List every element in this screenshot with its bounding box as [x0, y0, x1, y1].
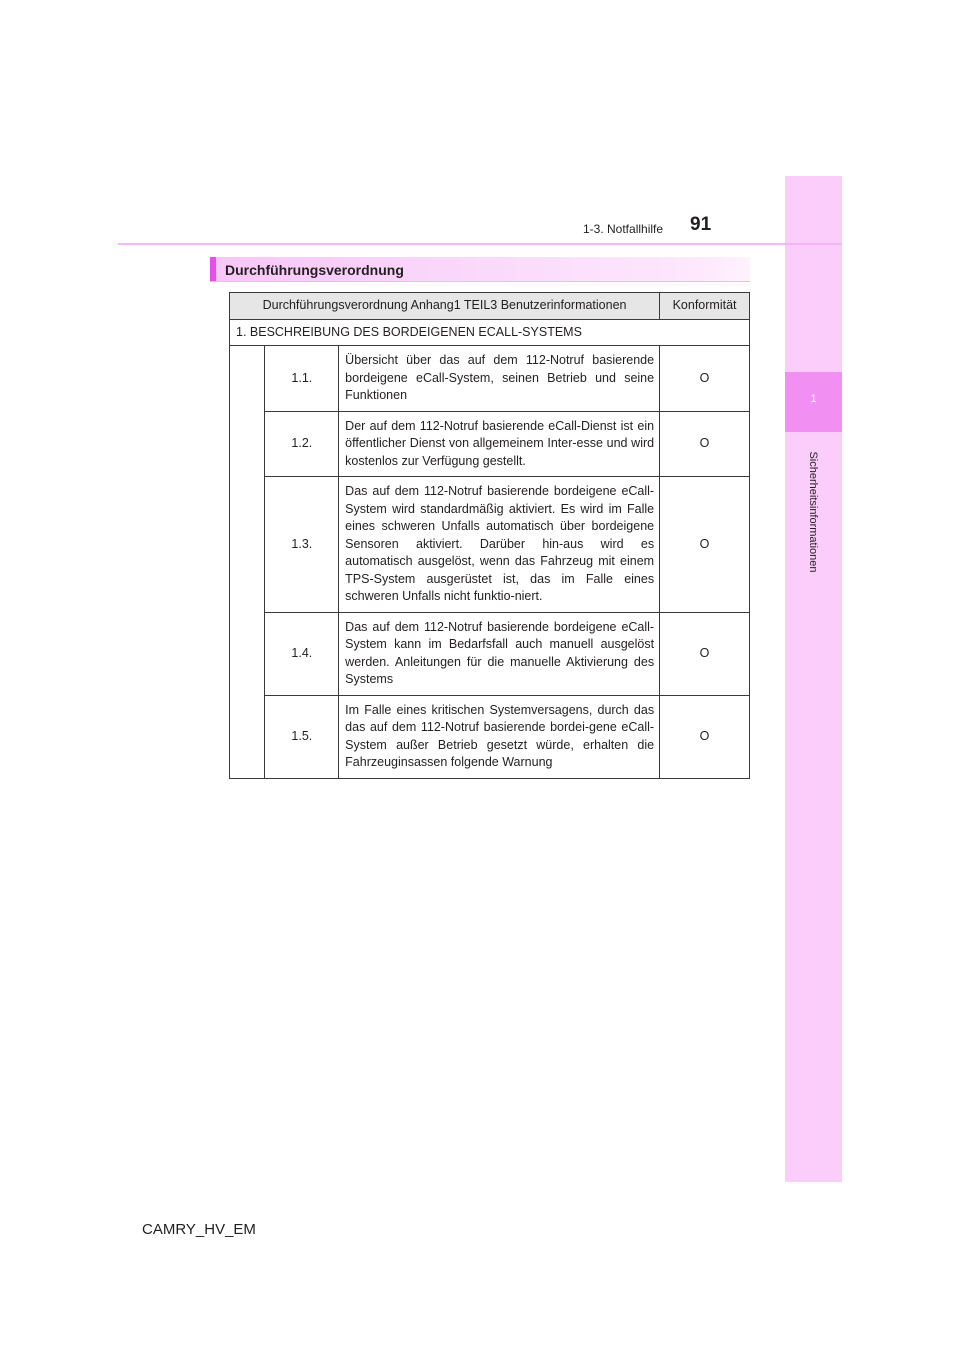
row-text: Übersicht über das auf dem 112-Notruf basierende bordeigene eCall-System, seinen Betrieb und seine Funktionen — [339, 346, 660, 412]
section-heading: Durchführungsverordnung — [225, 262, 404, 278]
table-header-row — [230, 293, 750, 320]
regulation-table — [229, 292, 750, 779]
table-row — [230, 612, 750, 695]
group-title: 1. BESCHREIBUNG DES BORDEIGENEN ECALL-SYSTEMS — [230, 320, 750, 346]
row-conformity: O — [660, 346, 750, 412]
chapter-side-tab — [785, 176, 842, 1182]
table-row — [230, 346, 750, 412]
chapter-title: Sicherheitsinformationen — [807, 451, 819, 573]
col-header-conformity: Konformität — [660, 293, 750, 320]
row-conformity: O — [660, 477, 750, 613]
row-number: 1.1. — [265, 346, 339, 412]
row-number: 1.5. — [265, 695, 339, 778]
row-conformity: O — [660, 411, 750, 477]
section-reference: 1-3. Notfallhilfe — [583, 222, 664, 236]
row-text: Das auf dem 112-Notruf basierende bordeigene eCall-System wird standardmäßig aktiviert. Es wird im Falle eines schweren Unfalls automatisch über bordeigene Sensoren aktiviert. Darüber hin-aus wird es automatisch ausgelöst, wenn das Fahrzeug mit einem TPS-System ausgerüstet ist, das im Falle eines schweren Unfalls nicht funktio-niert. — [339, 477, 660, 613]
table-group-row — [230, 320, 750, 346]
table-row — [230, 695, 750, 778]
blank-indent-cell — [230, 346, 265, 779]
section-heading-bar — [210, 257, 750, 282]
header-divider — [118, 243, 842, 245]
table-row — [230, 411, 750, 477]
table-row — [230, 477, 750, 613]
row-number: 1.4. — [265, 612, 339, 695]
row-number: 1.3. — [265, 477, 339, 613]
row-text: Im Falle eines kritischen Systemversagens, durch das das auf dem 112-Notruf basierende bordei-gene eCall-System außer Betrieb gesetzt würde, erhalten die Fahrzeuginsassen folgende Warnung — [339, 695, 660, 778]
row-text: Das auf dem 112-Notruf basierende bordeigene eCall-System kann im Bedarfsfall auch manuell ausgelöst werden. Anleitungen für die manuelle Aktivierung des Systems — [339, 612, 660, 695]
row-conformity: O — [660, 612, 750, 695]
row-number: 1.2. — [265, 411, 339, 477]
row-conformity: O — [660, 695, 750, 778]
row-text: Der auf dem 112-Notruf basierende eCall-Dienst ist ein öffentlicher Dienst von allgemeinem Inter-esse und wird kostenlos zur Verfügung gestellt. — [339, 411, 660, 477]
col-header-regulation: Durchführungsverordnung Anhang1 TEIL3 Benutzerinformationen — [230, 293, 660, 320]
page-number: 91 — [690, 214, 712, 235]
heading-accent — [210, 257, 216, 281]
chapter-number: 1 — [810, 393, 817, 405]
model-code: CAMRY_HV_EM — [142, 1221, 256, 1238]
